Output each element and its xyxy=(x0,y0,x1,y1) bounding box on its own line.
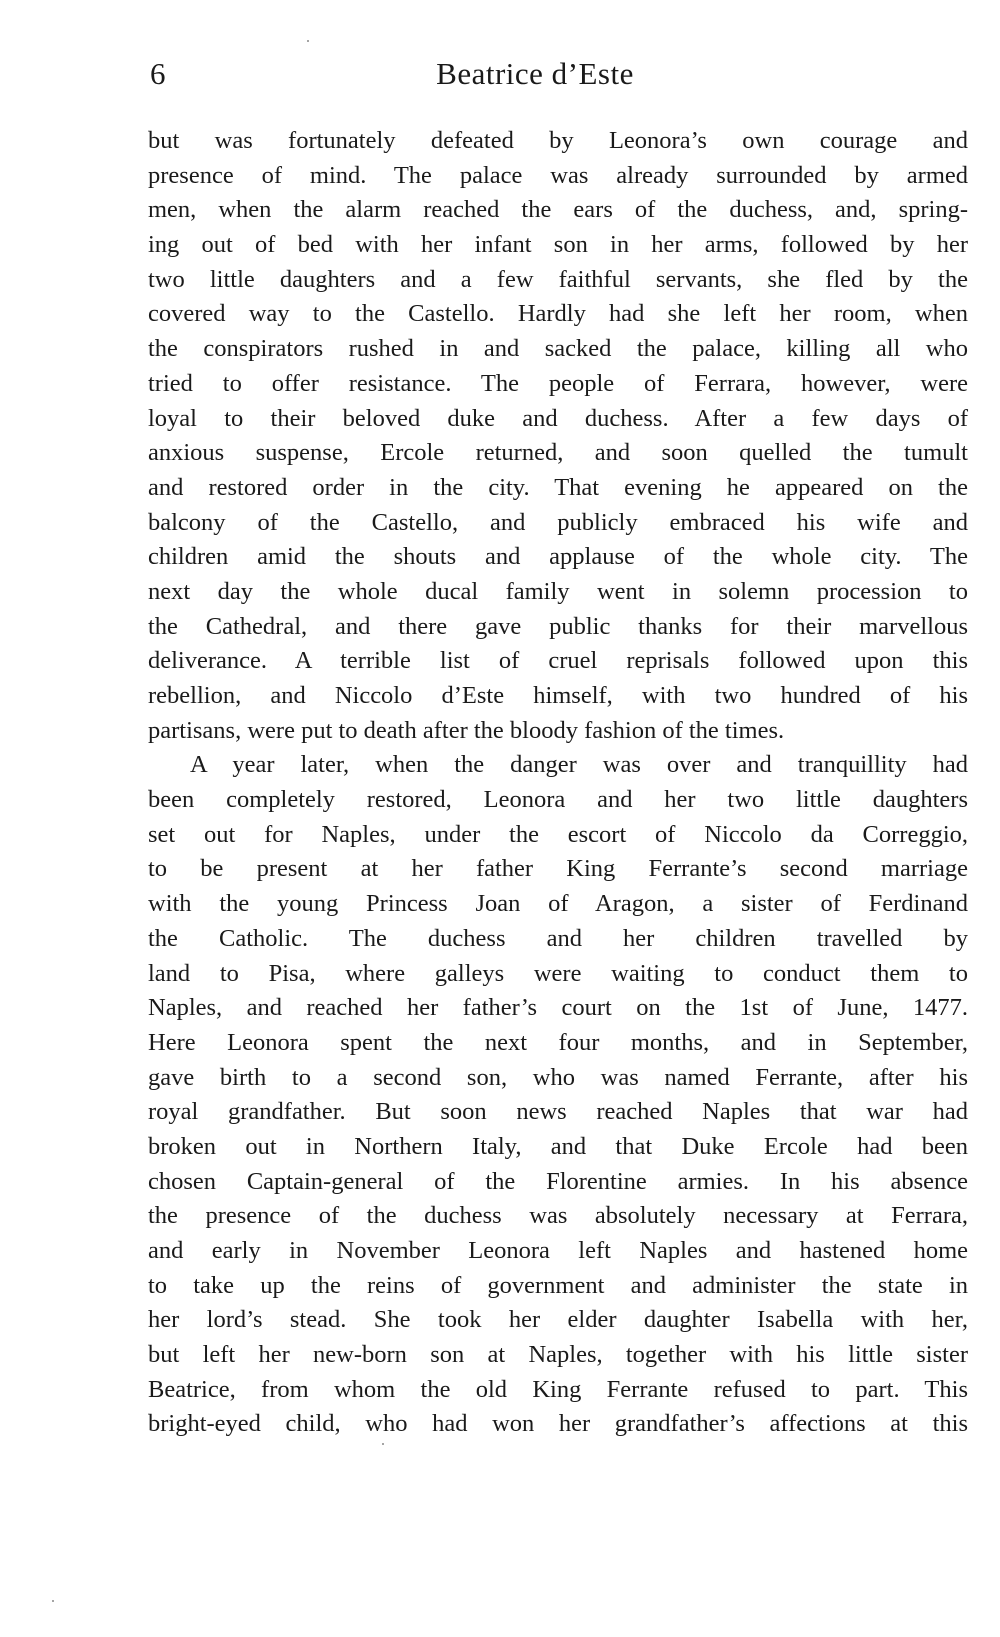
text-line: anxious suspense, Ercole returned, and soon quelled the tumult xyxy=(148,439,968,467)
text-line: the presence of the duchess was absolutely necessary at Ferrara, xyxy=(148,1202,968,1230)
text-line: Naples, and reached her father’s court on the 1st of June, 1477. xyxy=(148,994,968,1022)
page-number: 6 xyxy=(150,56,166,91)
text-line: bright-eyed child, who had won her grandfather’s affections at this xyxy=(148,1410,968,1438)
body-text xyxy=(148,124,968,1442)
text-line: rebellion, and Niccolo d’Este himself, with two hundred of his xyxy=(148,682,968,709)
text-line: Beatrice, from whom the old King Ferrante refused to part. This xyxy=(148,1375,968,1403)
text-line: partisans, were put to death after the bloody fashion of the times. xyxy=(148,716,785,744)
text-line: A year later, when the danger was over and tranquillity had xyxy=(190,751,968,779)
scan-speck xyxy=(307,40,309,42)
text-line: children amid the shouts and applause of the whole city. The xyxy=(148,543,968,571)
scan-speck xyxy=(52,1600,54,1602)
text-line: two little daughters and a few faithful servants, she fled by the xyxy=(148,265,968,293)
text-line: to be present at her father King Ferrante’s second marriage xyxy=(148,855,968,883)
text-line: tried to offer resistance. The people of Ferrara, however, were xyxy=(148,369,968,397)
text-line: the Catholic. The duchess and her children travelled by xyxy=(148,924,968,952)
text-line: and restored order in the city. That evening he appeared on the xyxy=(148,473,968,501)
text-line: been completely restored, Leonora and her two little daughters xyxy=(148,786,968,814)
text-line: but left her new-born son at Naples, together with his little sister xyxy=(148,1341,968,1369)
text-line: the conspirators rushed in and sacked the palace, killing all who xyxy=(148,335,968,363)
text-line: the Cathedral, and there gave public thanks for their marvellous xyxy=(148,612,968,640)
text-line: presence of mind. The palace was already surrounded by armed xyxy=(148,161,968,189)
text-line: set out for Naples, under the escort of Niccolo da Correggio, xyxy=(148,820,968,848)
text-line: men, when the alarm reached the ears of the duchess, and, spring- xyxy=(148,196,968,224)
text-line: chosen Captain-general of the Florentine armies. In his absence xyxy=(148,1167,968,1195)
running-title: Beatrice d’Este xyxy=(436,56,634,91)
text-line: to take up the reins of government and administer the state in xyxy=(148,1271,968,1299)
paragraph-2 xyxy=(148,748,968,1442)
text-line: balcony of the Castello, and publicly embraced his wife and xyxy=(148,508,968,536)
text-line: loyal to their beloved duke and duchess. After a few days of xyxy=(148,404,968,432)
text-line: covered way to the Castello. Hardly had she left her room, when xyxy=(148,300,968,328)
text-line: Here Leonora spent the next four months, and in September, xyxy=(148,1028,968,1056)
text-line: but was fortunately defeated by Leonora’s own courage and xyxy=(148,127,968,154)
text-line: deliverance. A terrible list of cruel reprisals followed upon this xyxy=(148,647,968,675)
text-line: ing out of bed with her infant son in her arms, followed by her xyxy=(148,231,968,259)
text-line: gave birth to a second son, who was named Ferrante, after his xyxy=(148,1063,968,1091)
scan-speck xyxy=(382,1443,384,1445)
text-line: and early in November Leonora left Naples and hastened home xyxy=(148,1237,968,1264)
running-head xyxy=(150,52,960,100)
text-line: her lord’s stead. She took her elder daughter Isabella with her, xyxy=(148,1306,968,1334)
text-line: broken out in Northern Italy, and that Duke Ercole had been xyxy=(148,1132,968,1160)
text-line: royal grandfather. But soon news reached Naples that war had xyxy=(148,1098,968,1126)
text-line: next day the whole ducal family went in solemn procession to xyxy=(148,577,968,605)
text-line: with the young Princess Joan of Aragon, a sister of Ferdinand xyxy=(148,890,968,918)
paragraph-1 xyxy=(148,124,968,748)
text-line: land to Pisa, where galleys were waiting to conduct them to xyxy=(148,959,968,987)
